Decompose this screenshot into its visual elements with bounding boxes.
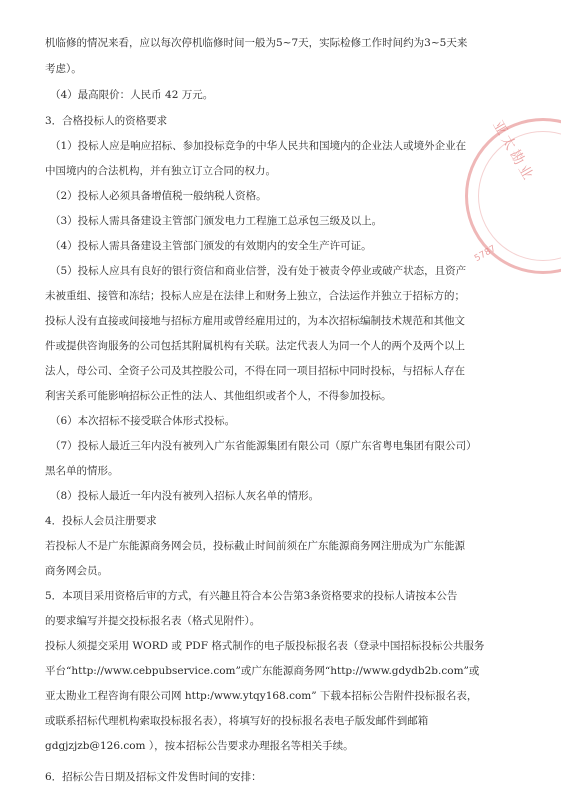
text-line: 的要求编写并提交投标报名表（格式见附件）。 [45,615,261,627]
section-heading: 5．本项目采用资格后审的方式，有兴趣且符合本公告第3条资格要求的投标人请按本公告 [45,590,458,602]
text-line: 若投标人不是广东能源商务网会员，投标截止时间前须在广东能源商务网注册成为广东能源 [45,540,465,552]
text-line: （7）投标人最近三年内没有被列入广东省能源集团有限公司（原广东省粤电集团有限公司） [50,440,477,452]
seal-text: 亚太勘业 [489,118,538,185]
text-line: 投标人须提交采用 WORD 或 PDF 格式制作的电子版投标报名表（登录中国招标投标公共服务 [45,640,485,652]
text-line: 黑名单的情形。 [45,465,119,477]
text-line: （8）投标人最近一年内没有被列入招标人灰名单的情形。 [50,490,320,502]
text-line: 未被重组、接管和冻结；投标人应是在法律上和财务上独立，合法运作并独立于招标方的； [45,290,465,302]
text-line: 机临修的情况来看，应以每次停机临修时间一般为5~7天，实际检修工作时间约为3~5天来 [45,37,468,49]
text-line: 亚太勘业工程咨询有限公司网 http:/www.ytqy168.com” 下载本招标公告附件投标报名表， [45,690,478,702]
section-heading: 6．招标公告日期及招标文件发售时间的安排： [45,771,262,783]
text-line: （1）投标人应是响应招标、参加投标竞争的中华人民共和国境内的企业法人或境外企业在 [50,140,467,152]
text-line: （6）本次招标不接受联合体形式投标。 [50,415,236,427]
text-line: 件或提供咨询服务的公司包括其附属机构有关联。法定代表人为同一个人的两个及两个以上 [45,340,465,352]
text-line: （4）投标人需具备建设主管部门颁发的有效期内的安全生产许可证。 [50,240,372,252]
text-line: 或联系招标代理机构索取投标报名表），将填写好的投标报名表电子版发邮件到邮箱 [45,715,429,727]
text-line: （5）投标人应具有良好的银行资信和商业信誉，没有处于被责令停业或破产状态，且资产 [50,265,467,277]
seal-number: 5787 [473,243,498,265]
section-heading: 4．投标人会员注册要求 [45,515,157,527]
text-line: 利害关系可能影响招标公正性的法人、其他组织或者个人，不得参加投标。 [45,390,392,402]
text-line: 平台“http://www.cebpubservice.com”或广东能源商务网“http://www.gdydb2b.com”或 [45,665,480,677]
text-line: （3）投标人需具备建设主管部门颁发电力工程施工总承包三级及以上。 [50,215,383,227]
text-line: 商务网会员。 [45,565,108,577]
section-heading: 3．合格投标人的资格要求 [45,115,168,127]
text-line: 投标人没有直接或间接地与招标方雇用或曾经雇用过的，为本次招标编制技术规范和其他文 [45,315,465,327]
text-line: 考虑）。 [45,63,82,75]
text-line: gdgjzjzb@126.com ），按本招标公告要求办理报名等相关手续。 [45,740,354,752]
text-line: （4）最高限价：人民币 42 万元。 [50,89,214,101]
text-line: 法人，母公司、全资子公司及其控股公司，不得在同一项目招标中同时投标，与招标人存在 [45,365,465,377]
text-line: 中国境内的合法机构，并有独立订立合同的权力。 [45,165,276,177]
text-line: （2）投标人必须具备增值税一般纳税人资格。 [50,190,267,202]
